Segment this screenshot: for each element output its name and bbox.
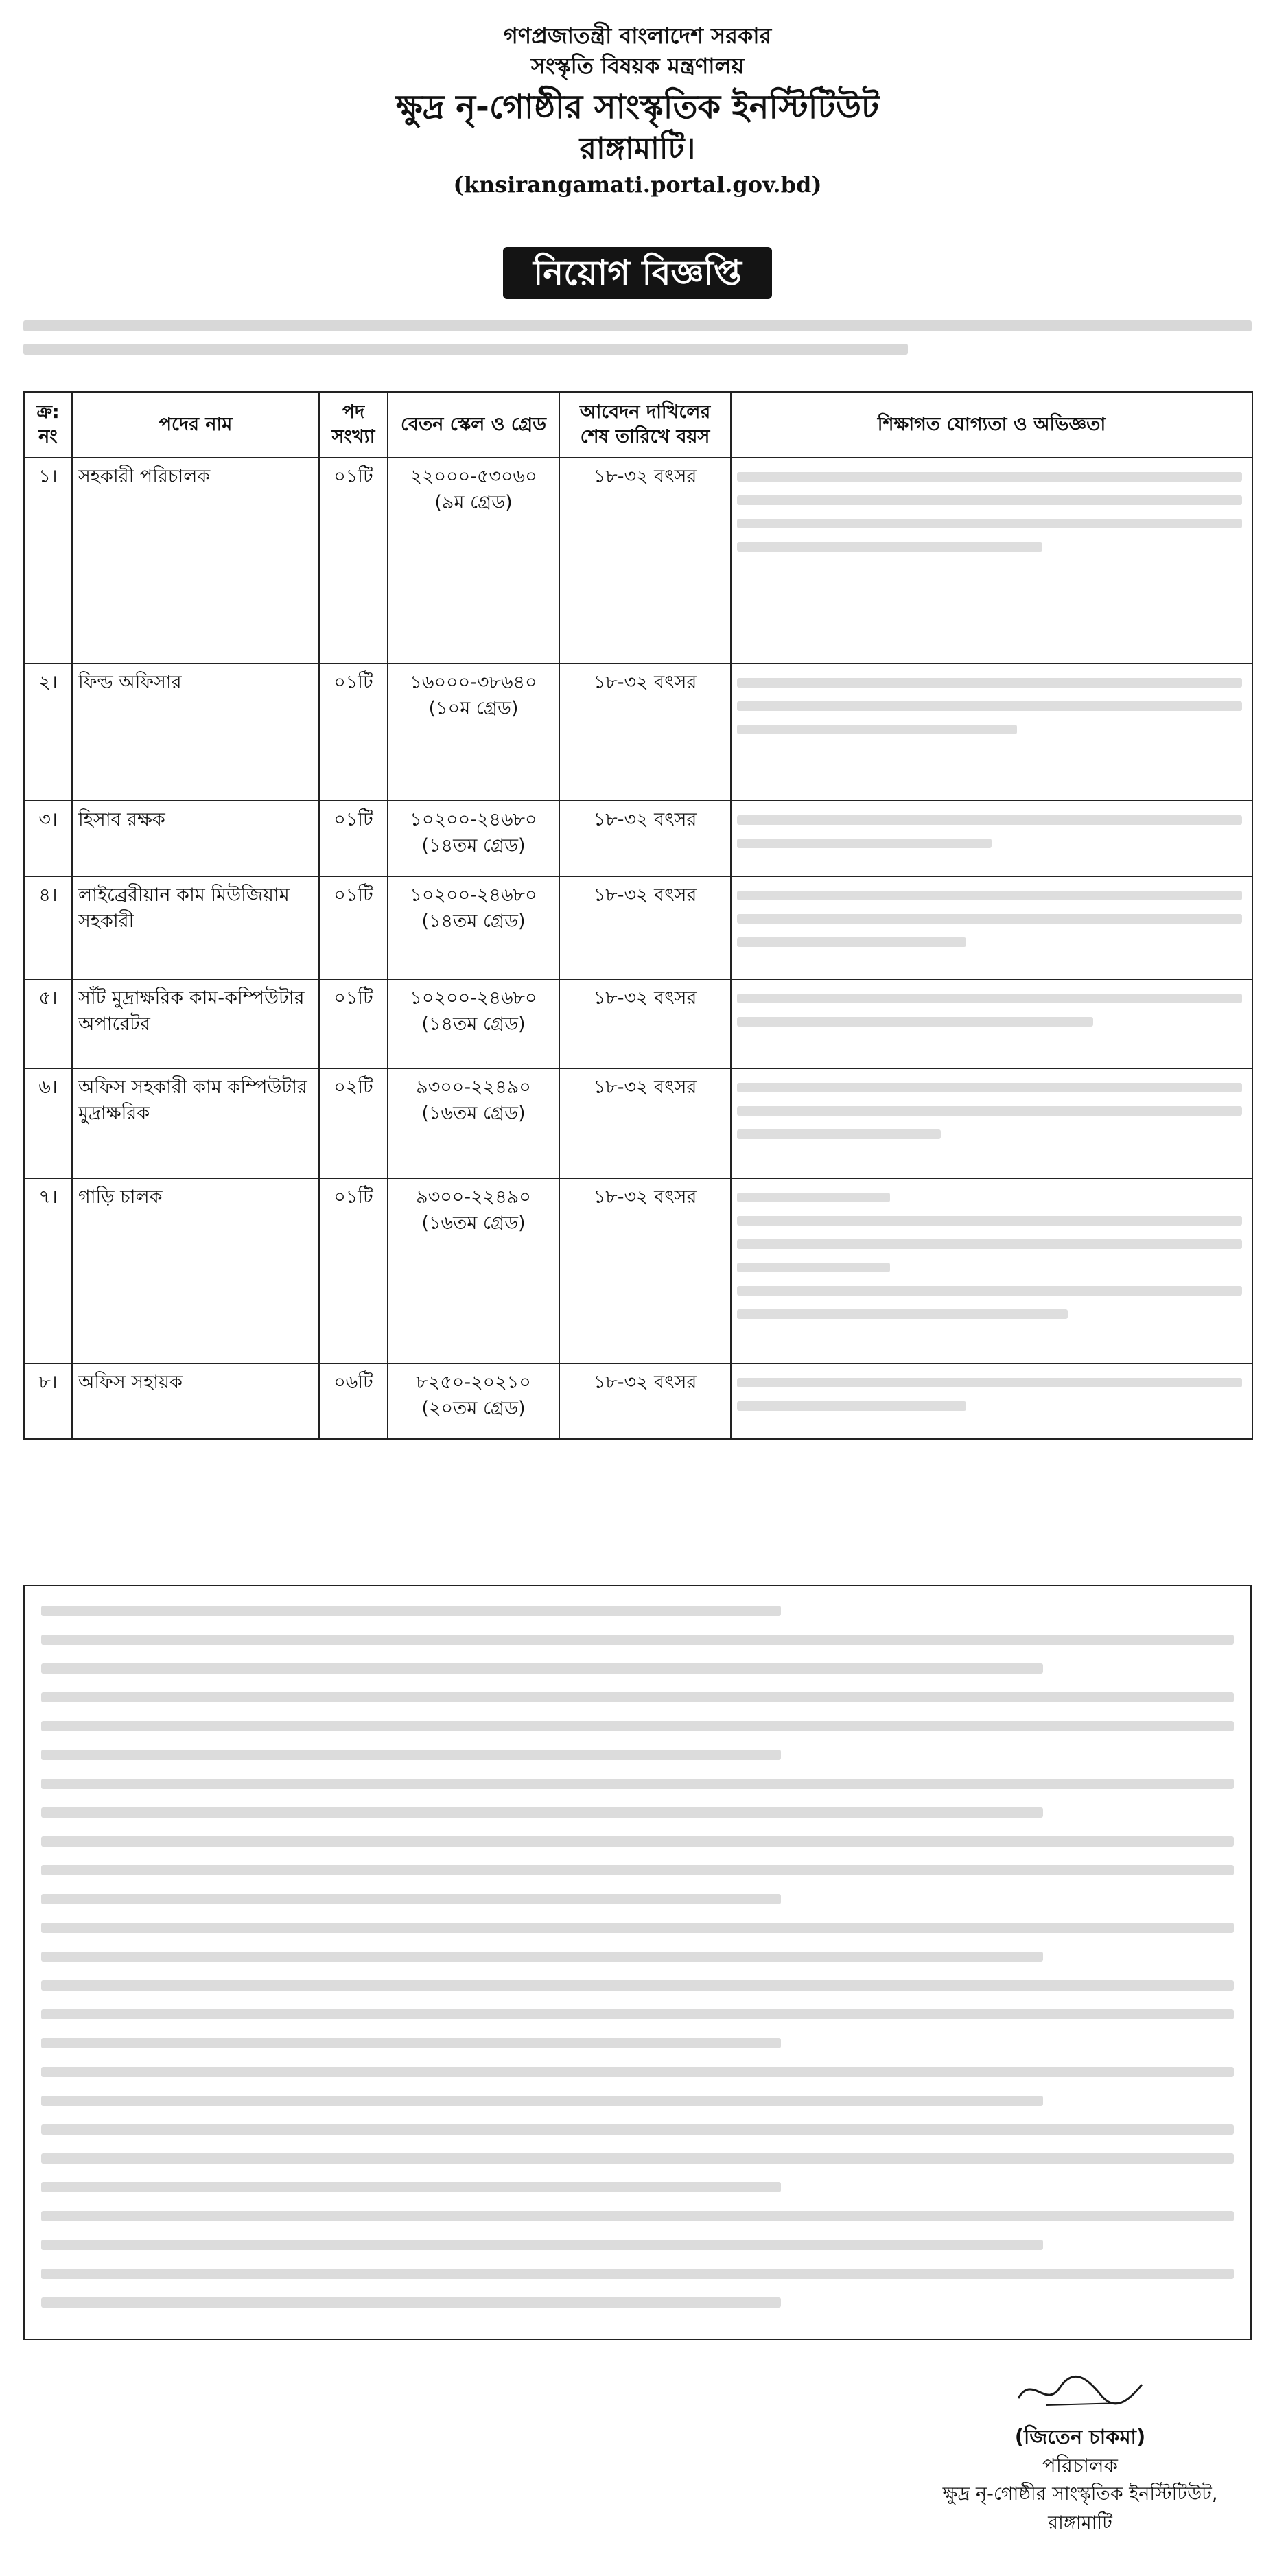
text-line-placeholder [737, 519, 1242, 528]
pay-grade: (১৬তম গ্রেড) [421, 1213, 526, 1234]
pay-scale: ১৬০০০-৩৮৬৪০ [410, 672, 537, 693]
post-name: গাড়ি চালক [72, 1178, 319, 1363]
pay-scale-cell [388, 801, 559, 876]
text-line-placeholder [737, 839, 992, 848]
age-limit: ১৮-৩২ বৎসর [559, 1178, 731, 1363]
text-line-placeholder [41, 1807, 1043, 1818]
text-line-placeholder [41, 2297, 781, 2308]
intro-paragraph-placeholder [23, 312, 1252, 374]
qualification-placeholder [731, 979, 1252, 1068]
pay-grade: (১৪তম গ্রেড) [421, 835, 526, 856]
pay-scale: ১০২০০-২৪৬৮০ [410, 809, 537, 830]
post-count: ০১টি [319, 458, 388, 664]
text-line-placeholder [737, 495, 1242, 505]
website-address: (knsirangamati.portal.gov.bd) [453, 172, 822, 198]
column-header: ক্র: নং [24, 392, 72, 458]
table-header-row [24, 392, 1252, 458]
text-line-placeholder [737, 701, 1242, 711]
age-limit: ১৮-৩২ বৎসর [559, 1363, 731, 1439]
text-line-placeholder [737, 891, 1242, 900]
signatory-name: (জিতেন চাকমা) [1014, 2425, 1146, 2448]
qualification-placeholder [731, 1068, 1252, 1178]
pay-scale-cell [388, 1068, 559, 1178]
post-count: ০১টি [319, 664, 388, 801]
table-row [24, 1178, 1252, 1363]
pay-scale: ২২০০০-৫৩০৬০ [410, 466, 537, 487]
text-line-placeholder [41, 1779, 1234, 1789]
letterhead [23, 21, 1252, 200]
text-line-placeholder [737, 994, 1242, 1003]
text-line-placeholder [737, 472, 1242, 482]
text-line-placeholder [737, 815, 1242, 825]
pay-grade: (১৪তম গ্রেড) [421, 1014, 526, 1035]
text-line-placeholder [737, 1263, 890, 1272]
text-line-placeholder [737, 1106, 1242, 1116]
text-line-placeholder [737, 542, 1042, 552]
pay-scale: ৯৩০০-২২৪৯০ [416, 1186, 531, 1208]
pay-scale: ১০২০০-২৪৬৮০ [410, 987, 537, 1009]
text-line-placeholder [41, 2096, 1043, 2106]
text-line-placeholder [23, 344, 908, 355]
post-count: ০১টি [319, 876, 388, 979]
text-line-placeholder [41, 1606, 781, 1616]
text-line-placeholder [41, 1721, 1234, 1731]
post-count: ০৬টি [319, 1363, 388, 1439]
text-line-placeholder [737, 1216, 1242, 1226]
institute-name: ক্ষুদ্র নৃ-গোষ্ঠীর সাংস্কৃতিক ইনস্টিটিউট [395, 88, 880, 126]
pay-scale-cell [388, 1363, 559, 1439]
text-line-placeholder [737, 1239, 1242, 1249]
pay-grade: (১০ম গ্রেড) [428, 698, 519, 719]
text-line-placeholder [737, 1017, 1093, 1027]
text-line-placeholder [41, 2240, 1043, 2250]
handwritten-signature [1005, 2367, 1156, 2415]
post-count: ০১টি [319, 979, 388, 1068]
text-line-placeholder [41, 2009, 1234, 2019]
text-line-placeholder [737, 1378, 1242, 1387]
row-number: ১। [24, 458, 72, 664]
text-line-placeholder [41, 2269, 1234, 2279]
row-number: ৭। [24, 1178, 72, 1363]
table-row [24, 979, 1252, 1068]
post-count: ০১টি [319, 801, 388, 876]
pay-scale-cell [388, 458, 559, 664]
column-header: বেতন স্কেল ও গ্রেড [388, 392, 559, 458]
text-line-placeholder [737, 937, 966, 947]
ministry-name: সংস্কৃতি বিষয়ক মন্ত্রণালয় [530, 53, 745, 79]
post-name: হিসাব রক্ষক [72, 801, 319, 876]
row-number: ৬। [24, 1068, 72, 1178]
pay-scale: ৯৩০০-২২৪৯০ [416, 1077, 531, 1098]
age-limit: ১৮-৩২ বৎসর [559, 664, 731, 801]
text-line-placeholder [41, 1865, 1234, 1875]
table-row [24, 801, 1252, 876]
post-count: ০২টি [319, 1068, 388, 1178]
text-line-placeholder [41, 2067, 1234, 2077]
government-name: গণপ্রজাতন্ত্রী বাংলাদেশ সরকার [503, 23, 772, 49]
post-count: ০১টি [319, 1178, 388, 1363]
post-name: সহকারী পরিচালক [72, 458, 319, 664]
pay-scale-cell [388, 1178, 559, 1363]
text-line-placeholder [41, 2211, 1234, 2221]
qualification-placeholder [731, 1178, 1252, 1363]
age-limit: ১৮-৩২ বৎসর [559, 801, 731, 876]
pay-grade: (২০তম গ্রেড) [421, 1398, 526, 1419]
pay-grade: (১৪তম গ্রেড) [421, 911, 526, 932]
pay-scale-cell [388, 876, 559, 979]
age-limit: ১৮-৩২ বৎসর [559, 458, 731, 664]
text-line-placeholder [41, 1836, 1234, 1847]
text-line-placeholder [737, 1286, 1242, 1296]
signatory-title: পরিচালক [1042, 2454, 1118, 2477]
post-name: অফিস সহায়ক [72, 1363, 319, 1439]
recruitment-notice-page [23, 21, 1252, 2553]
text-line-placeholder [41, 1952, 1043, 1962]
table-row [24, 876, 1252, 979]
qualification-placeholder [731, 1363, 1252, 1439]
vacancy-table [23, 391, 1253, 1440]
table-row [24, 664, 1252, 801]
text-line-placeholder [737, 1401, 966, 1411]
text-line-placeholder [737, 725, 1017, 734]
signatory-institute: ক্ষুদ্র নৃ-গোষ্ঠীর সাংস্কৃতিক ইনস্টিটিউট, রাঙ্গামাটি [942, 2483, 1218, 2533]
text-line-placeholder [41, 1894, 781, 1904]
column-header: পদের নাম [72, 392, 319, 458]
text-line-placeholder [41, 1750, 781, 1760]
qualification-placeholder [731, 876, 1252, 979]
column-header: আবেদন দাখিলের শেষ তারিখে বয়স [559, 392, 731, 458]
text-line-placeholder [41, 1923, 1234, 1933]
row-number: ২। [24, 664, 72, 801]
text-line-placeholder [41, 1692, 1234, 1702]
row-number: ৪। [24, 876, 72, 979]
text-line-placeholder [41, 1980, 1234, 1991]
text-line-placeholder [737, 1309, 1068, 1319]
post-name: সাঁট মুদ্রাক্ষরিক কাম-কম্পিউটার অপারেটর [72, 979, 319, 1068]
post-name: লাইব্রেরীয়ান কাম মিউজিয়াম সহকারী [72, 876, 319, 979]
age-limit: ১৮-৩২ বৎসর [559, 1068, 731, 1178]
conditions-section-placeholder [23, 1585, 1252, 2340]
text-line-placeholder [41, 1663, 1043, 1674]
text-line-placeholder [41, 2038, 781, 2048]
row-number: ৮। [24, 1363, 72, 1439]
row-number: ৫। [24, 979, 72, 1068]
text-line-placeholder [737, 678, 1242, 688]
age-limit: ১৮-৩২ বৎসর [559, 876, 731, 979]
text-line-placeholder [737, 1083, 1242, 1092]
text-line-placeholder [41, 2153, 1234, 2164]
notice-title-wrap [23, 247, 1252, 299]
pay-scale: ৮২৫০-২০২১০ [416, 1372, 531, 1393]
text-line-placeholder [23, 320, 1252, 331]
pay-grade: (৯ম গ্রেড) [434, 492, 513, 513]
pay-grade: (১৬তম গ্রেড) [421, 1103, 526, 1124]
row-number: ৩। [24, 801, 72, 876]
text-line-placeholder [737, 1193, 890, 1202]
pay-scale: ১০২০০-২৪৬৮০ [410, 885, 537, 906]
table-row [24, 458, 1252, 664]
table-row [24, 1363, 1252, 1439]
district-name: রাঙ্গামাটি। [579, 131, 696, 166]
text-line-placeholder [41, 2182, 781, 2192]
post-name: ফিল্ড অফিসার [72, 664, 319, 801]
post-name: অফিস সহকারী কাম কম্পিউটার মুদ্রাক্ষরিক [72, 1068, 319, 1178]
qualification-placeholder [731, 458, 1252, 664]
text-line-placeholder [737, 914, 1242, 924]
column-header: পদ সংখ্যা [319, 392, 388, 458]
pay-scale-cell [388, 979, 559, 1068]
text-line-placeholder [41, 2124, 1234, 2135]
text-line-placeholder [737, 1129, 941, 1139]
pay-scale-cell [388, 664, 559, 801]
age-limit: ১৮-৩২ বৎসর [559, 979, 731, 1068]
table-row [24, 1068, 1252, 1178]
column-header: শিক্ষাগত যোগ্যতা ও অভিজ্ঞতা [731, 392, 1252, 458]
text-line-placeholder [41, 1635, 1234, 1645]
qualification-placeholder [731, 664, 1252, 801]
qualification-placeholder [731, 801, 1252, 876]
signature-block [909, 2367, 1252, 2538]
notice-title: নিয়োগ বিজ্ঞপ্তি [503, 247, 772, 299]
